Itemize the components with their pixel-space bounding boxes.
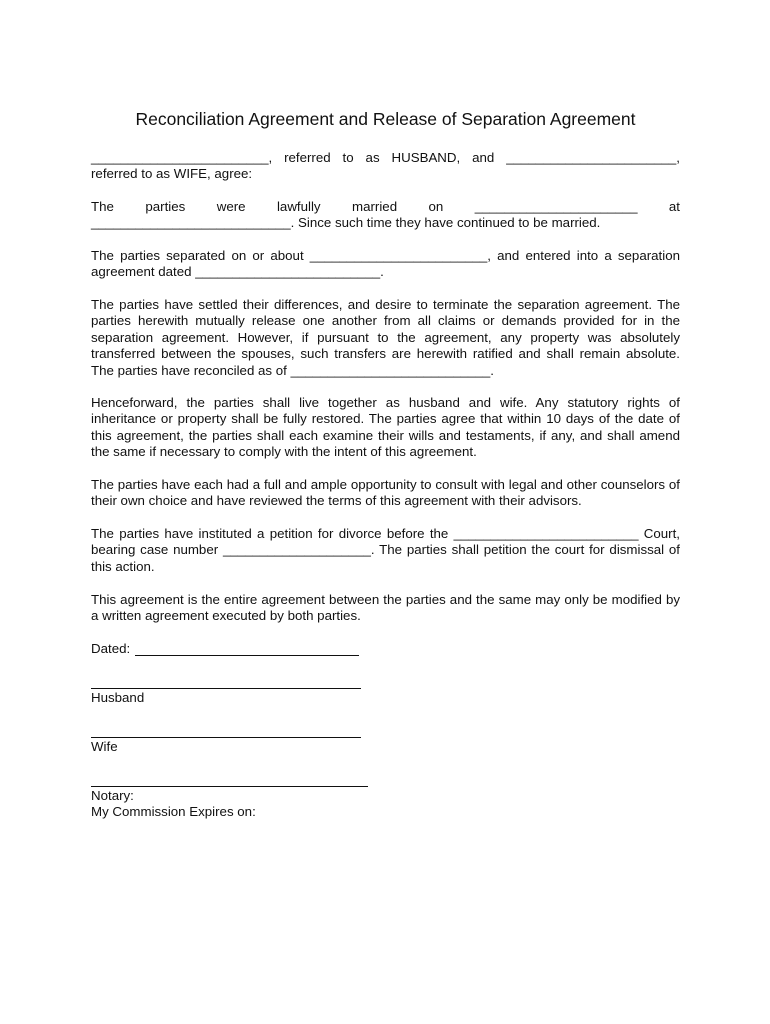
commission-expires-label: My Commission Expires on: [91,804,256,819]
notary-label: Notary: [91,788,134,803]
paragraph-parties: ________________________, referred to as HUSBAND, and _______________________, referred to as WIFE, agree: [91,150,680,182]
notary-signature-line [91,786,368,787]
paragraph-petition: The parties have instituted a petition for divorce before the _________________________ Court, bearing case number ____________________. The parties shall petition the court for dismissal of this action. [91,526,680,574]
paragraph-henceforward: Henceforward, the parties shall live together as husband and wife. Any statutory rights of inheritance or property shall be fully restored. The parties agree that within 10 days of the date of this agreement, the parties shall each examine their wills and testaments, if any, and shall amend the same if necessary to comply with the intent of this agreement. [91,395,680,460]
wife-signature-line [91,737,361,738]
dated-label: Dated: [91,641,131,656]
paragraph-separation: The parties separated on or about ________________________, and entered into a separation agreement dated _________________________. [91,248,680,280]
paragraph-release: The parties have settled their differences, and desire to terminate the separation agreement. The parties herewith mutually release one another from all claims or demands provided for in the separation agreement. However, if pursuant to the agreement, any property was absolutely transferred between the spouses, such transfers are herewith ratified and shall remain absolute. The parties have reconciled as of ___________________________. [91,297,680,378]
wife-label: Wife [91,739,118,754]
paragraph-marriage: The parties were lawfully married on ______________________ at ___________________________. Since such time they have continued to be married. [91,199,680,231]
husband-signature-line [91,688,361,689]
dated-line [135,655,359,656]
husband-label: Husband [91,690,145,705]
paragraph-entire-agreement: This agreement is the entire agreement between the parties and the same may only be modified by a written agreement executed by both parties. [91,592,680,624]
document-title: Reconciliation Agreement and Release of Separation Agreement [135,109,636,129]
paragraph-counsel: The parties have each had a full and ample opportunity to consult with legal and other counselors of their own choice and have reviewed the terms of this agreement with their advisors. [91,477,680,509]
